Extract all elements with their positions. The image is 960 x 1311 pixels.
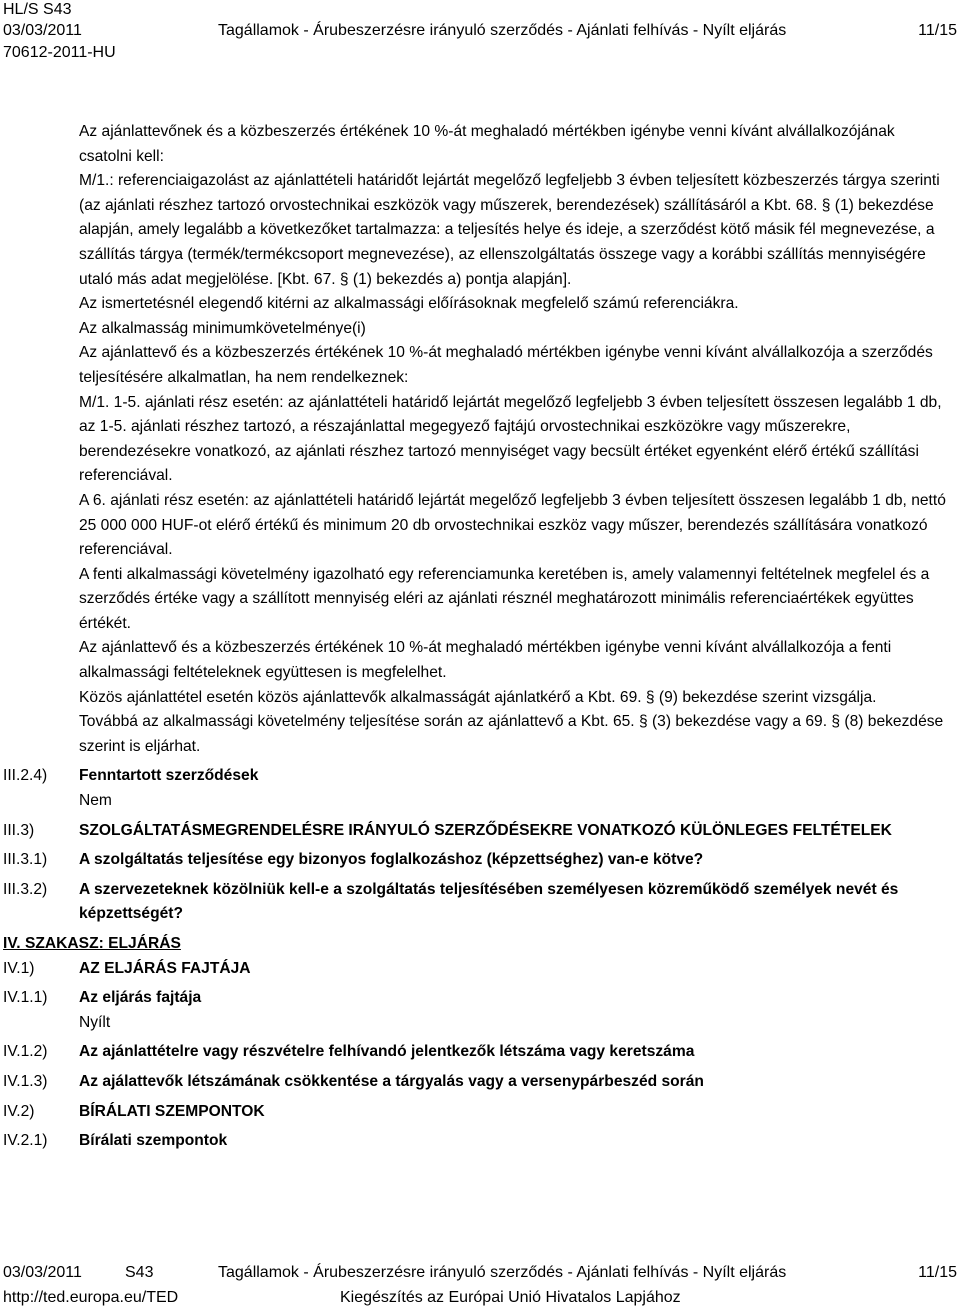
- footer-publisher: Kiegészítés az Európai Unió Hivatalos Lapjához: [340, 1289, 681, 1306]
- section-title: Az ajálattevők létszámának csökkentése a tárgyalás vagy a versenypárbeszéd során: [79, 1072, 704, 1090]
- section-row: [0, 1070, 960, 1095]
- section-number: III.3.1): [3, 851, 48, 869]
- section-row: [0, 1129, 960, 1154]
- section-number: IV.1.2): [3, 1043, 48, 1061]
- section-number: IV.2): [3, 1102, 35, 1120]
- header-doc-id: 70612-2011-HU: [3, 44, 116, 61]
- section-title: SZOLGÁLTATÁSMEGRENDELÉSRE IRÁNYULÓ SZERZŐDÉSEKRE VONATKOZÓ KÜLÖNLEGES FELTÉTELEK: [79, 821, 892, 839]
- section-number: III.2.4): [3, 767, 48, 785]
- section-title: Az eljárás fajtája: [79, 989, 202, 1007]
- section-number: III.3): [3, 821, 35, 839]
- section-title: AZ ELJÁRÁS FAJTÁJA: [79, 959, 251, 977]
- section-number: IV.1): [3, 959, 35, 977]
- body-paragraph: Az alkalmasság minimumkövetelménye(i): [79, 319, 366, 337]
- page-header: [0, 0, 960, 70]
- section-row: [0, 957, 960, 982]
- section-row: [0, 848, 960, 873]
- requirements-block: [0, 120, 960, 759]
- footer-title: Tagállamok - Árubeszerzésre irányuló szerződés - Ajánlati felhívás - Nyílt eljárás: [218, 1264, 787, 1281]
- header-date: 03/03/2011: [3, 22, 82, 39]
- body-paragraph: Az ajánlattevő és a közbeszerzés értékének 10 %-át meghaladó mértékben igénybe venni kívánt alvállalkozója a szerződés teljesítésére alkalmatlan, ha nem rendelkeznek:: [79, 344, 933, 386]
- section-number: IV.2.1): [3, 1132, 48, 1150]
- section-title: Fenntartott szerződések: [79, 767, 259, 785]
- section-number: III.3.2): [3, 880, 48, 898]
- section-title: Bírálati szempontok: [79, 1132, 228, 1150]
- section-row: [0, 986, 960, 1035]
- section-value: Nyílt: [79, 1013, 111, 1031]
- section-row: [0, 878, 960, 927]
- body-paragraph: Az ajánlattevő és a közbeszerzés értékének 10 %-át meghaladó mértékben igénybe venni kívánt alvállalkozója a fenti alkalmassági feltételeknek együttesen is megfelelhet.: [79, 639, 892, 682]
- section-row: [0, 1100, 960, 1125]
- page-footer: [0, 1262, 960, 1311]
- header-series: HL/S S43: [3, 1, 72, 18]
- header-page-number: 11/15: [918, 22, 957, 39]
- body-paragraph: A fenti alkalmassági követelmény igazolható egy referenciamunka keretében is, amely valamennyi feltételnek megfelel és a szerződés értéke vagy a szállított mennyiség eléri az ajánlati résznél meghatározott minimális referenciaértékek együttes értékét.: [79, 565, 930, 632]
- footer-series: S43: [125, 1264, 154, 1281]
- section-title: BÍRÁLATI SZEMPONTOK: [79, 1102, 265, 1120]
- section-title: Az ajánlattételre vagy részvételre felhívandó jelentkezők létszáma vagy keretszáma: [79, 1043, 695, 1061]
- footer-page-number: 11/15: [918, 1264, 957, 1281]
- section-row: [0, 819, 960, 844]
- section-title: A szervezeteknek közölniük kell-e a szolgáltatás teljesítésében személyesen közreműködő személyek nevét és képzettségét?: [79, 880, 899, 923]
- section-title: A szolgáltatás teljesítése egy bizonyos foglalkozáshoz (képzettséghez) van-e kötve?: [79, 851, 704, 869]
- body-paragraph: Az ismertetésnél elegendő kitérni az alkalmassági előírásoknak megfelelő számú referenciákra.: [79, 295, 739, 313]
- section-row: [0, 1040, 960, 1065]
- body-paragraph: M/1.: referenciaigazolást az ajánlattételi határidőt lejártát megelőző legfeljebb 3 évben teljesített közbeszerzés tárgya szerinti (az ajánlati részhez tartozó orvostechnikai eszközök vagy műszerek, berendezések) szállításáról a Kbt. 68. § (1) bekezdése alapján, amely legalább a következőket tartalmazza: a teljesítés helye és ideje, a szerződést kötő másik fél megnevezése, a szállítás tárgya (termék/termékcsoport megnevezése), az ellenszolgáltatás összege vagy a korábbi szállítás mennyiségére utaló más adat megjelölése. [Kbt. 67. § (1) bekezdés a) pontja alapján].: [79, 172, 940, 288]
- section-value: Nem: [79, 792, 112, 810]
- body-paragraph: Az ajánlattevőnek és a közbeszerzés értékének 10 %-át meghaladó mértékben igénybe venni kívánt alvállalkozójának csatolni kell:: [79, 123, 895, 165]
- body-paragraph: M/1. 1-5. ajánlati rész esetén: az ajánlattételi határidő lejártát megelőző legfeljebb 3 évben teljesített összesen legalább 1 db, az 1-5. ajánlati részhez tartozó, a részajánlattal megegyező fajtájú orvostechnikai eszközökre vagy műszerekre, berendezésekre vonatkozó, az ajánlati részhez tartozó mennyiséget vagy becsült értéket egyenként elérő értékű szállítási referenciával.: [79, 393, 942, 485]
- body-paragraph: Továbbá az alkalmassági követelmény teljesítése során az ajánlattevő a Kbt. 65. § (3) bekezdése vagy a 69. § (8) bekezdése szerint is eljárhat.: [79, 713, 944, 755]
- part-title: IV. SZAKASZ: ELJÁRÁS: [3, 935, 181, 952]
- header-title: Tagállamok - Árubeszerzésre irányuló szerződés - Ajánlati felhívás - Nyílt eljárás: [218, 22, 787, 39]
- footer-url: http://ted.europa.eu/TED: [3, 1289, 179, 1306]
- footer-date: 03/03/2011: [3, 1264, 82, 1281]
- body-paragraph: Közös ajánlattétel esetén közös ajánlattevők alkalmasságát ajánlatkérő a Kbt. 69. § (9) bekezdése szerint vizsgálja.: [79, 688, 877, 706]
- section-number: IV.1.1): [3, 989, 48, 1007]
- document-body: [0, 120, 960, 1154]
- body-paragraph: A 6. ajánlati rész esetén: az ajánlattételi határidő lejártát megelőző legfeljebb 3 évben teljesített összesen legalább 1 db, nettó 25 000 000 HUF-ot elérő értékű és minimum 20 db orvostechnikai eszköz vagy műszer, berendezés szállítására vonatkozó referenciával.: [79, 491, 946, 559]
- section-row: [0, 764, 960, 813]
- section-number: IV.1.3): [3, 1072, 48, 1090]
